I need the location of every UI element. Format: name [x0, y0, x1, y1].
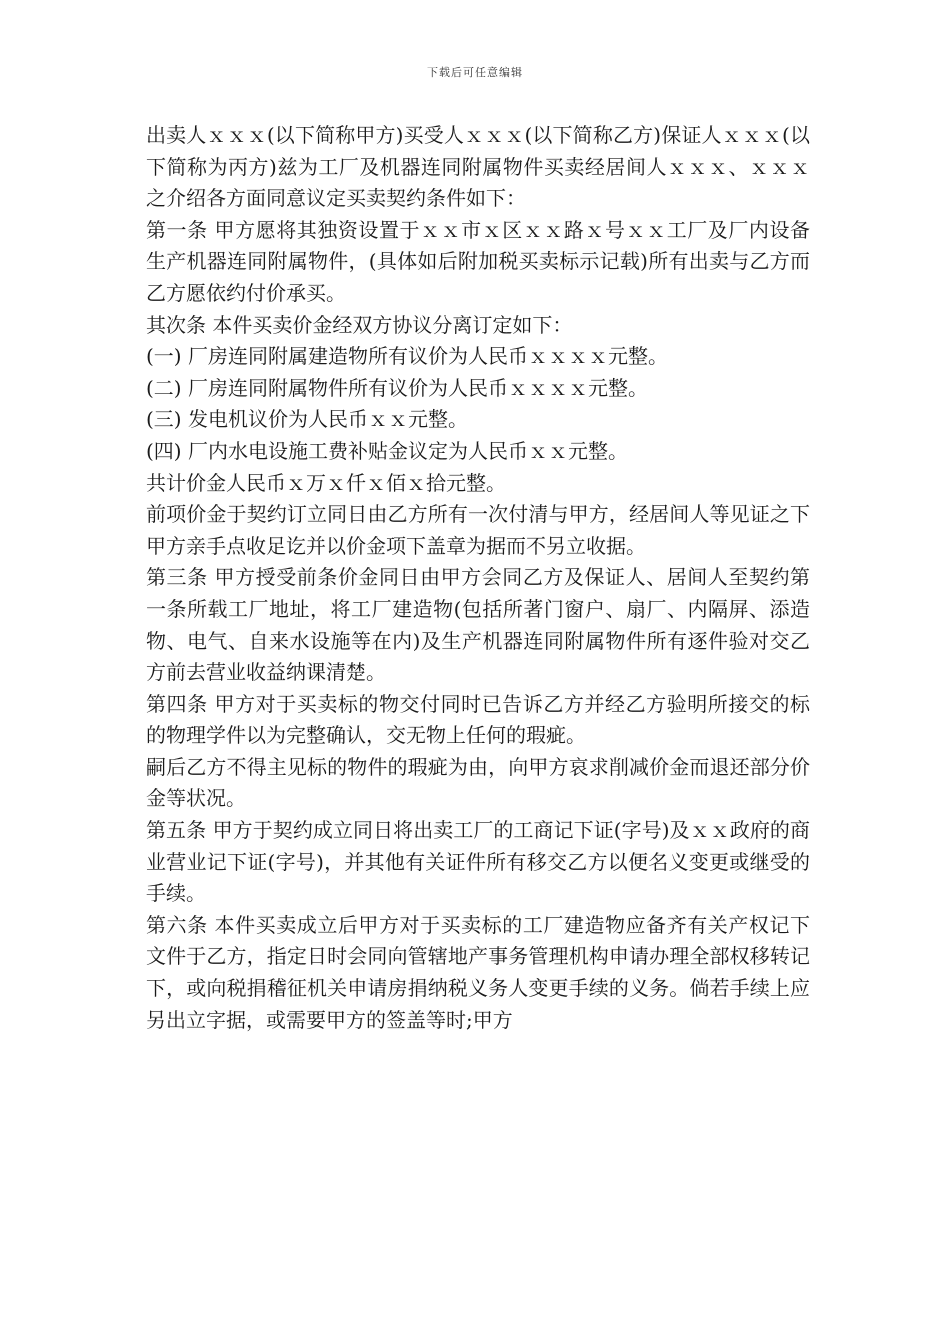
paragraph-article-4: 第四条 甲方对于买卖标的物交付同时已告诉乙方并经乙方验明所接交的标的物理学件以为完整确认，交无物上任何的瑕疵。: [146, 691, 810, 748]
paragraph-price-item-1: (一) 厂房连同附属建造物所有议价为人民币ｘｘｘｘ元整。: [146, 344, 668, 369]
paragraph-article-5: 第五条 甲方于契约成立同日将出卖工厂的工商记下证(字号)及ｘｘ政府的商业营业记下证(字号)，并其他有关证件所有移交乙方以便名义变更或继受的手续。: [146, 818, 810, 906]
paragraph-preamble: 出卖人ｘｘｘ(以下简称甲方)买受人ｘｘｘ(以下简称乙方)保证人ｘｘｘ(以下简称为丙方)兹为工厂及机器连同附属物件买卖经居间人ｘｘｘ、ｘｘｘ之介绍各方面同意议定买卖契约条件如下：: [146, 123, 810, 211]
document-body: [146, 120, 810, 1036]
paragraph-payment: 前项价金于契约订立同日由乙方所有一次付清与甲方，经居间人等见证之下甲方亲手点收足讫并以价金项下盖章为据而不另立收据。: [146, 502, 810, 558]
paragraph-price-total: 共计价金人民币ｘ万ｘ仟ｘ佰ｘ拾元整。: [146, 470, 506, 495]
paragraph-defects: 嗣后乙方不得主见标的物件的瑕疵为由，向甲方哀求削减价金而退还部分价金等状况。: [146, 754, 810, 811]
paragraph-price-item-2: (二) 厂房连同附属物件所有议价为人民币ｘｘｘｘ元整。: [146, 375, 648, 400]
paragraph-price-item-3: (三) 发电机议价为人民币ｘｘ元整。: [146, 407, 468, 432]
paragraph-article-6: 第六条 本件买卖成立后甲方对于买卖标的工厂建造物应备齐有关产权记下文件于乙方，指定日时会同向管辖地产事务管理机构申请办理全部权移转记下，或向税捐稽征机关申请房捐纳税义务人变更手续的义务。倘若手续上应另出立字据，或需要甲方的签盖等时;甲方: [146, 912, 810, 1032]
paragraph-article-2: 其次条 本件买卖价金经双方协议分离订定如下：: [146, 312, 573, 337]
page-header: 下载后可任意编辑: [427, 66, 523, 79]
paragraph-article-1: 第一条 甲方愿将其独资设置于ｘｘ市ｘ区ｘｘ路ｘ号ｘｘ工厂及厂内设备生产机器连同附属物件，(具体如后附加税买卖标示记载)所有出卖与乙方而乙方愿依约付价承买。: [146, 217, 810, 305]
paragraph-price-item-4: (四) 厂内水电设施工费补贴金议定为人民币ｘｘ元整。: [146, 438, 628, 463]
paragraph-article-3: 第三条 甲方授受前条价金同日由甲方会同乙方及保证人、居间人至契约第一条所载工厂地址，将工厂建造物(包括所著门窗户、扇厂、内隔屏、添造物、电气、自来水设施等在内)及生产机器连同附属物件所有逐件验对交乙方前去营业收益纳课清楚。: [146, 565, 810, 685]
